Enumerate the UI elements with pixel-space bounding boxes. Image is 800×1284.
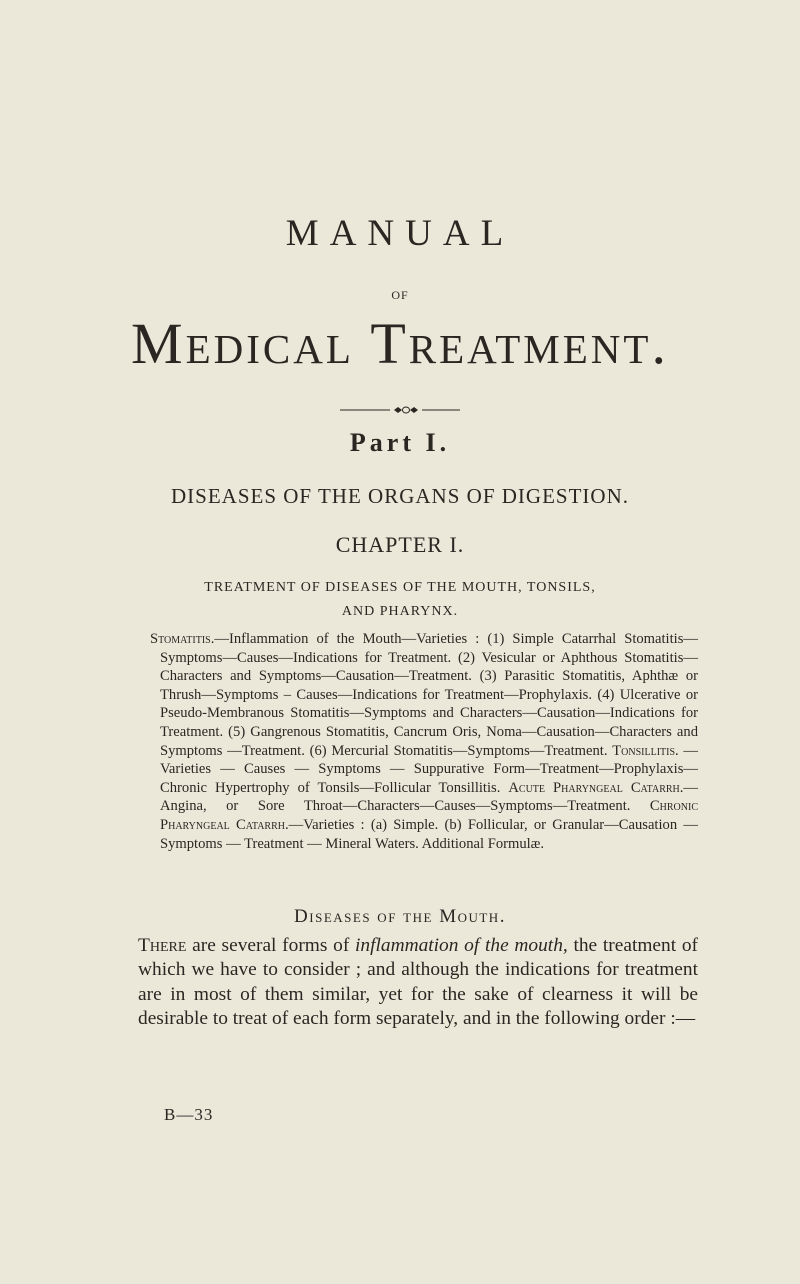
summary-lead-acute-catarrh: Acute Pharyngeal Catarrh. bbox=[508, 779, 684, 796]
summary-lead-stomatitis: Stomatitis. bbox=[150, 631, 215, 647]
ornament-rule-icon bbox=[320, 404, 480, 416]
chapter-subtitle-line2: AND PHARYNX. bbox=[341, 604, 459, 619]
signature-mark: B—33 bbox=[164, 1105, 214, 1124]
title-manual: MANUAL bbox=[285, 213, 515, 254]
chapter-summary bbox=[150, 630, 698, 853]
summary-lead-chronic-catarrh: Chronic Pharyngeal Catarrh. bbox=[160, 798, 698, 833]
summary-text-4: —Varieties : (a) Simple. (b) Follicular, or Granular—Causation — Symptoms — Treatment — Mineral Waters. Additional Formulæ. bbox=[160, 816, 698, 852]
body-text-1: are several forms of bbox=[186, 935, 356, 956]
summary-text-2: —Varieties — Causes — Symptoms — Suppurative Form—Treatment—Prophylaxis—Chronic Hypertrophy of Tonsils—Follicular Tonsillitis. bbox=[160, 742, 699, 796]
body-lead-word: There bbox=[138, 935, 187, 956]
summary-lead-tonsillitis: Tonsillitis. bbox=[612, 742, 679, 759]
summary-text-1: —Inflammation of the Mouth—Varieties : (1) Simple Catarrhal Stomatitis—Symptoms—Causes—Indications for Treatment. (2) Vesicular or Aphthous Stomatitis—Characters and Symptoms—Causation—Treatment. (3) Parasitic Stomatitis, Aphthæ or Thrush—Symptoms – Causes—Indications for Treatment—Prophylaxis. (4) Ulcerative or Pseudo-Membranous Stomatitis—Symptoms and Characters—Causation—Indications for Treatment. (5) Gangrenous Stomatitis, Cancrum Oris, Noma—Causation—Characters and Symptoms —Treatment. (6) Mercurial Stomatitis—Symptoms—Treatment. bbox=[160, 631, 698, 759]
chapter-heading: CHAPTER I. bbox=[335, 532, 465, 557]
body-paragraph bbox=[138, 934, 698, 1032]
body-text-2: the treatment of which we have to consider ; and although the indications for treatment are in most of them similar, yet for the sake of clearness it will be desirable to treat of each form separately, and in the following order :— bbox=[138, 935, 698, 1030]
chapter-subtitle-line1: TREATMENT OF DISEASES OF THE MOUTH, TONSILS, bbox=[204, 580, 596, 595]
title-medical-treatment: Medical Treatment. bbox=[131, 311, 669, 376]
part-subject-heading: DISEASES OF THE ORGANS OF DIGESTION. bbox=[171, 484, 629, 508]
summary-text-3: —Angina, or Sore Throat—Characters—Causes—Symptoms—Treatment. bbox=[160, 779, 698, 815]
section-heading: Diseases of the Mouth. bbox=[294, 906, 506, 927]
title-of: OF bbox=[391, 288, 409, 302]
part-heading: Part I. bbox=[349, 428, 451, 457]
body-italic-phrase: inflammation of the mouth, bbox=[355, 935, 568, 956]
